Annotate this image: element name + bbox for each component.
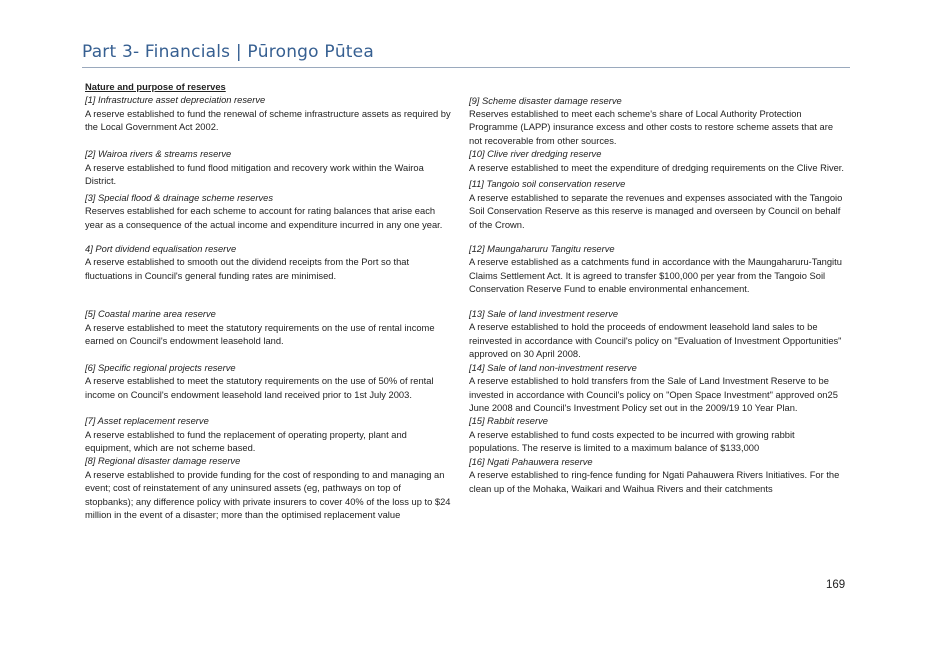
reserve-description: A reserve established to meet the statutory requirements on the use of 50% of rental income on Council's endowment leasehold land received prior to 1st July 2003. [85,376,434,400]
reserve-item [469,148,847,175]
page-title: Part 3- Financials | Pūrongo Pūtea [82,42,374,62]
reserve-description: A reserve established to meet the statutory requirements on the use of rental income earned on Council's endowment leasehold land. [85,322,435,347]
page-number: 169 [826,579,846,591]
reserve-title: [12] Maungaharuru Tangitu reserve [469,244,615,255]
reserve-item [469,415,847,455]
reserve-item [85,192,451,232]
reserve-description: A reserve established to hold the proceeds of endowment leasehold land sales to be reinvested in accordance with Council's policy on "Evaluation of Investment Opportunities" approved on 30 April 2008. [469,322,842,360]
reserve-item [469,243,847,297]
reserve-title: [2] Wairoa rivers & streams reserve [85,149,232,160]
reserve-item [85,94,451,134]
reserve-title: [14] Sale of land non-investment reserve [469,362,637,373]
reserve-item [85,415,451,455]
title-divider [82,67,850,68]
reserve-title: [10] Clive river dredging reserve [469,149,602,160]
reserve-title: [8] Regional disaster damage reserve [85,456,241,467]
reserve-item [469,456,847,496]
reserve-item [85,455,451,522]
reserve-item [469,178,847,232]
reserve-title: [16] Ngati Pahauwera reserve [469,456,593,467]
reserve-item [85,362,451,402]
reserve-description: Reserves established to meet each scheme's share of Local Authority Protection Programme (LAPP) insurance excess and other costs to restore scheme assets that are not recoverable from other sources. [469,108,834,146]
reserve-item [85,308,451,348]
reserve-title: [1] Infrastructure asset depreciation reserve [85,95,266,106]
reserve-description: A reserve established to fund flood mitigation and recovery work within the Wairoa District. [85,162,424,187]
section-heading: Nature and purpose of reserves [85,82,226,92]
reserve-item [469,362,847,416]
reserve-title: [3] Special flood & drainage scheme reserves [85,192,274,203]
reserve-description: A reserve established to provide funding for the cost of responding to and managing an event; cost of reinstatement of any uninsured assets (eg, pathways on top of stopbanks); any difference policy with private insurers to cover 40% of the loss up to $24 million in the event of a disaster; more than the optimised replacement value [85,469,451,521]
reserve-item [85,148,451,188]
reserve-title: [5] Coastal marine area reserve [85,309,216,320]
reserve-title: [11] Tangoio soil conservation reserve [469,179,626,190]
reserve-title: 4] Port dividend equalisation reserve [85,244,237,255]
reserve-title: [7] Asset replacement reserve [85,416,209,427]
reserve-title: [15] Rabbit reserve [469,416,548,427]
left-column [85,81,451,523]
reserve-description: A reserve established as a catchments fund in accordance with the Maungaharuru-Tangitu Claims Settlement Act. It is agreed to transfer $100,000 per year from the Tangoio Soil Conservation Reserve Fund to enable environmental enhancement. [469,257,842,295]
reserve-title: [13] Sale of land investment reserve [469,308,619,319]
right-column [469,81,847,496]
reserve-item [85,243,451,283]
reserve-description: A reserve established to separate the revenues and expenses associated with the Tangoio Soil Conservation Reserve as this reserve is managed and overseen by Council on behalf of the Crown. [469,192,843,230]
reserve-title: [6] Specific regional projects reserve [85,362,236,373]
reserve-description: A reserve established to fund costs expected to be incurred with growing rabbit populations. The reserve is limited to a maximum balance of $133,000 [469,429,795,454]
reserve-description: A reserve established to fund the renewal of scheme infrastructure assets as required by the Local Government Act 2002. [85,108,451,133]
reserve-item [469,95,847,149]
reserve-description: A reserve established to meet the expenditure of dredging requirements on the Clive River. [469,162,844,173]
reserve-description: Reserves established for each scheme to account for rating balances that arise each year as a consequence of the actual income and expenditure incurred in any one year. [85,206,443,230]
reserve-description: A reserve established to ring-fence funding for Ngati Pahauwera Rivers Initiatives. For the clean up of the Mohaka, Waikari and Waihua Rivers and their catchments [469,470,840,494]
reserve-description: A reserve established to smooth out the dividend receipts from the Port so that fluctuations in Council's general funding rates are minimised. [85,257,410,281]
reserve-description: A reserve established to fund the replacement of operating property, plant and equipment, which are not scheme based. [85,429,407,454]
reserve-description: A reserve established to hold transfers from the Sale of Land Investment Reserve to be invested in accordance with Council's policy on "Open Space Investment" approved on25 June 2008 and Council's Investment Policy set out in the 2009/19 10 Year Plan. [469,376,838,414]
reserve-item [469,308,847,362]
reserve-title: [9] Scheme disaster damage reserve [469,95,622,106]
